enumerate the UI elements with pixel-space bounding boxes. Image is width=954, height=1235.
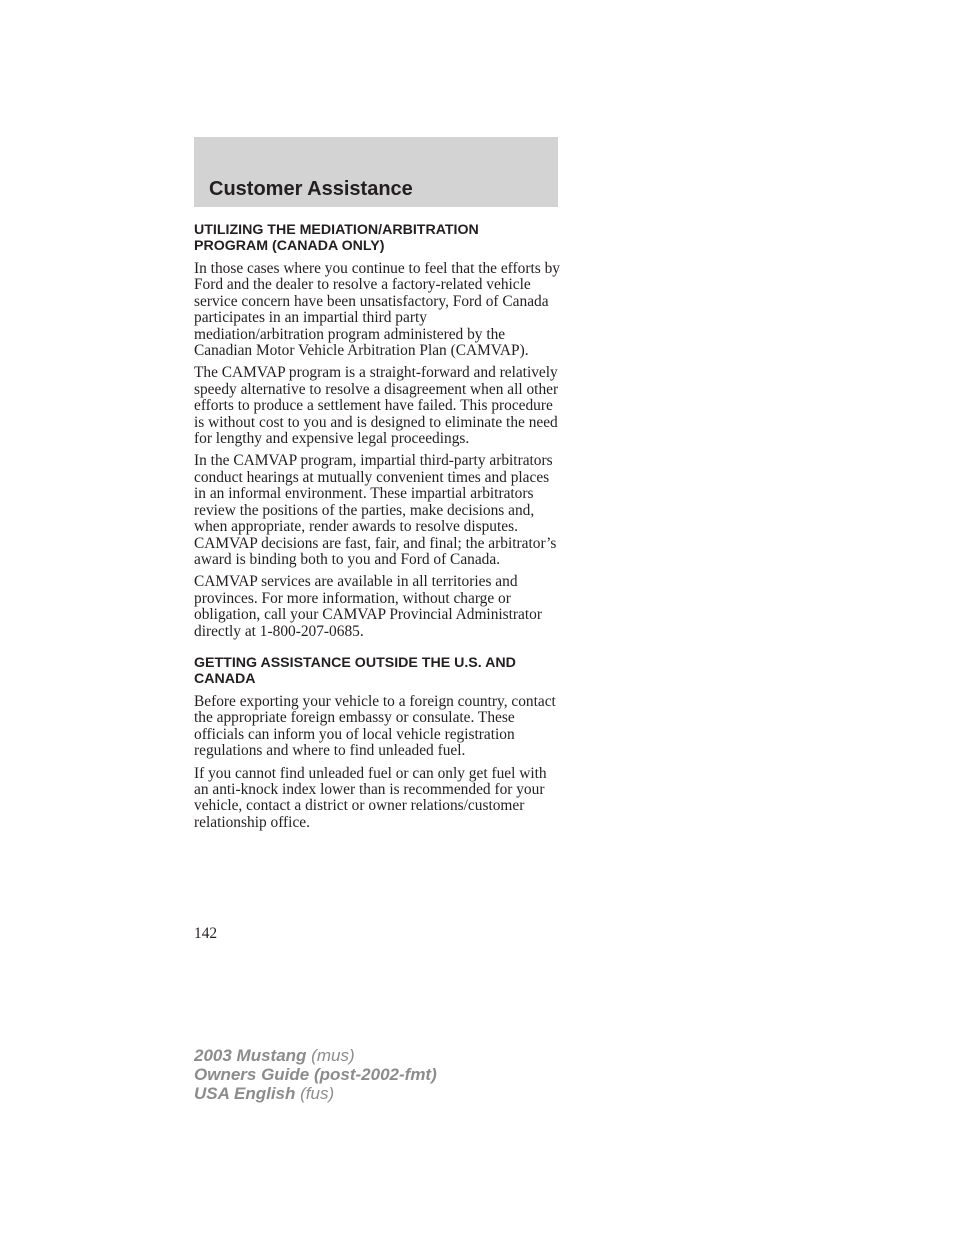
paragraph: CAMVAP services are available in all territories and provinces. For more information, without charge or obligation, call your CAMVAP Provincial Administrator directly at 1-800-207-0685. xyxy=(194,573,542,640)
footer-language-code: (fus) xyxy=(300,1084,335,1103)
page-number: 142 xyxy=(194,925,218,942)
paragraph: Before exporting your vehicle to a foreign country, contact the appropriate foreign embassy or consulate. These officials can inform you of local vehicle registration regulations and where to find unleaded fuel. xyxy=(194,692,556,760)
heading-assistance-outside xyxy=(194,655,560,687)
heading-line: PROGRAM (CANADA ONLY) xyxy=(194,238,385,254)
footer-language: USA English xyxy=(194,1084,296,1103)
footer-model-code: (mus) xyxy=(311,1046,355,1065)
section-spacer xyxy=(194,646,560,655)
footer-line xyxy=(194,1065,437,1084)
footer-guide: Owners Guide (post-2002-fmt) xyxy=(194,1065,437,1084)
footer-line xyxy=(194,1084,437,1103)
footer-line xyxy=(194,1046,437,1065)
document-footer xyxy=(194,1046,437,1103)
section-title: Customer Assistance xyxy=(209,178,413,200)
section-header-band xyxy=(194,137,558,207)
paragraph: In those cases where you continue to feel that the efforts by Ford and the dealer to resolve a factory-related vehicle service concern have been unsatisfactory, Ford of Canada participates in an impartial third party mediation/arbitration program administered by the Canadian Motor Vehicle Arbitration Plan (CAMVAP). xyxy=(194,260,560,360)
heading-line: UTILIZING THE MEDIATION/ARBITRATION xyxy=(194,222,479,238)
page-content xyxy=(194,222,560,837)
paragraph: If you cannot find unleaded fuel or can only get fuel with an anti-knock index lower than is recommended for your vehicle, contact a district or owner relations/customer relationship office. xyxy=(194,764,547,831)
heading-line: GETTING ASSISTANCE OUTSIDE THE U.S. AND xyxy=(194,654,516,671)
paragraph: In the CAMVAP program, impartial third-party arbitrators conduct hearings at mutually convenient times and places in an informal environment. These impartial arbitrators review the positions of the parties, make decisions and, when appropriate, render awards to resolve disputes. CAMVAP decisions are fast, fair, and final; the arbitrator’s award is binding both to you and Ford of Canada. xyxy=(194,452,557,568)
heading-line: CANADA xyxy=(194,670,256,687)
paragraph: The CAMVAP program is a straight-forward and relatively speedy alternative to resolve a disagreement when all other efforts to produce a settlement have failed. This procedure is without cost to you and is designed to eliminate the need for lengthy and expensive legal proceedings. xyxy=(194,364,559,448)
footer-model: 2003 Mustang xyxy=(194,1046,307,1065)
heading-mediation-arbitration xyxy=(194,222,560,254)
